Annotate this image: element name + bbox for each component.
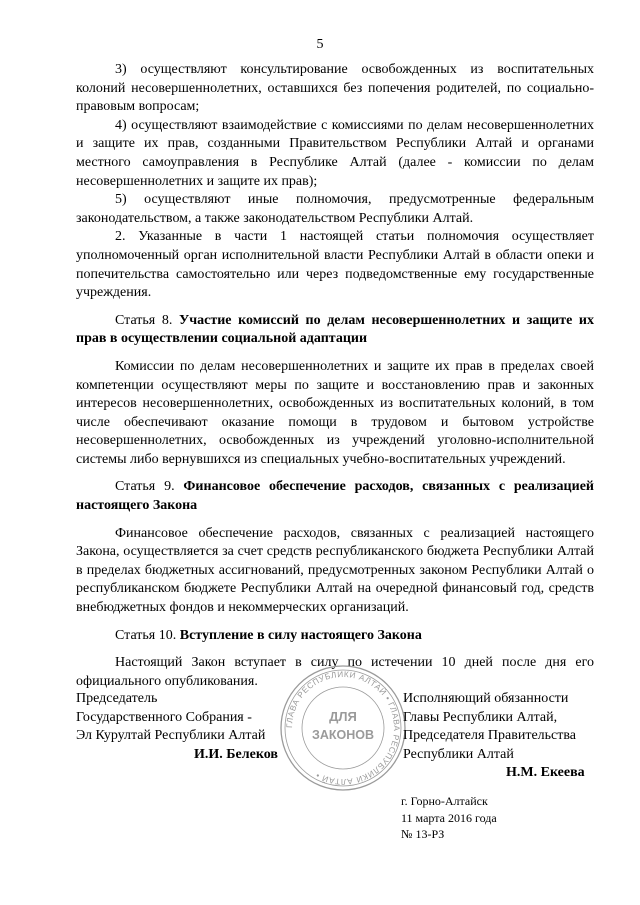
signer-right-name: Н.М. Екеева — [506, 765, 585, 781]
signer-left-name: И.И. Белеков — [194, 746, 278, 762]
article-9-heading — [76, 478, 594, 515]
footer-number: № 13-РЗ — [401, 827, 445, 841]
article-8-heading — [76, 312, 594, 349]
article-9-text: Финансовое обеспечение расходов, связанных с реализацией настоящего Закона, осуществляется за счет средств республиканского бюджета Республики Алтай в пределах бюджетных ассигнований, предусмотренных законом Республики Алтай о республиканском бюджете Республики Алтай на очередной финансовый год, средств внебюджетных фондов и некоммерческих организаций. — [76, 525, 594, 616]
article-10-heading — [76, 627, 594, 646]
article-8-label: Статья 8. — [115, 312, 179, 328]
signer-right-title-3: Председателя Правительства — [403, 728, 577, 744]
signer-right-title-4: Республики Алтай — [403, 746, 514, 762]
article-8-title: Участие комиссий по делам несовершеннолетних и защите их прав в осуществлении социальной адаптации — [76, 312, 594, 347]
signer-left-title-2: Государственного Собрания - — [76, 709, 252, 725]
signer-right-title-2: Главы Республики Алтай, — [403, 709, 558, 725]
stamp-center-bottom: ЗАКОНОВ — [312, 728, 374, 742]
document-body — [76, 61, 594, 691]
article-9-title: Финансовое обеспечение расходов, связанных с реализацией настоящего Закона — [76, 479, 594, 514]
footer-date: 11 марта 2016 года — [401, 810, 497, 825]
page-number: 5 — [316, 37, 324, 52]
document-footer — [401, 793, 497, 843]
signer-left-title-1: Председатель — [76, 691, 158, 706]
paragraph-item-4: 4) осуществляют взаимодействие с комиссиями по делам несовершеннолетних и защите их прав, созданными Правительством Республики Алтай и органами местного самоуправления в Республике Алтай (далее - комиссии по делам несовершеннолетних и защите их прав); — [76, 117, 594, 189]
article-10-label: Статья 10. — [115, 627, 180, 643]
article-9-label: Статья 9. — [115, 479, 184, 495]
paragraph-item-3: 3) осуществляют консультирование освобожденных из воспитательных колоний несовершеннолетних, оставшихся без попечения родителей, по социально-правовым вопросам; — [76, 62, 594, 115]
footer-city: г. Горно-Алтайск — [401, 794, 488, 808]
article-10-title: Вступление в силу настоящего Закона — [179, 627, 422, 643]
signature-left — [76, 690, 278, 764]
article-8-text: Комиссии по делам несовершеннолетних и защите их прав в пределах своей компетенции осуществляют меры по защите и восстановлению прав и законных интересов несовершеннолетних, освобожденных из воспитательных колоний, в том числе обеспечивают оказание помощи в трудовом и бытовом устройстве несовершеннолетних, освобожденных из учреждений уголовно-исполнительной системы либо вернувшихся из специальных учебно-воспитательных учреждений. — [76, 358, 594, 467]
signer-left-title-3: Эл Курултай Республики Алтай — [76, 728, 266, 744]
article-10-text: Настоящий Закон вступает в силу по истечении 10 дней после дня его официального опубликования. — [76, 655, 594, 689]
stamp-center-top: ДЛЯ — [329, 709, 357, 724]
paragraph-item-5: 5) осуществляют иные полномочия, предусмотренные федеральным законодательством, а также законодательством Республики Алтай. — [76, 192, 594, 226]
paragraph-part-2: 2. Указанные в части 1 настоящей статьи полномочия осуществляет уполномоченный орган исполнительной власти Республики Алтай в области опеки и попечительства самостоятельно или через подведомственные ему государственные учреждения. — [76, 229, 594, 301]
official-stamp — [279, 664, 407, 792]
signer-right-title-1: Исполняющий обязанности — [403, 691, 569, 706]
stamp-ring-text: ГЛАВА РЕСПУБЛИКИ АЛТАЙ • ГЛАВА РЕСПУБЛИКИ АЛТАЙ • — [284, 669, 402, 787]
signature-right — [403, 690, 585, 783]
